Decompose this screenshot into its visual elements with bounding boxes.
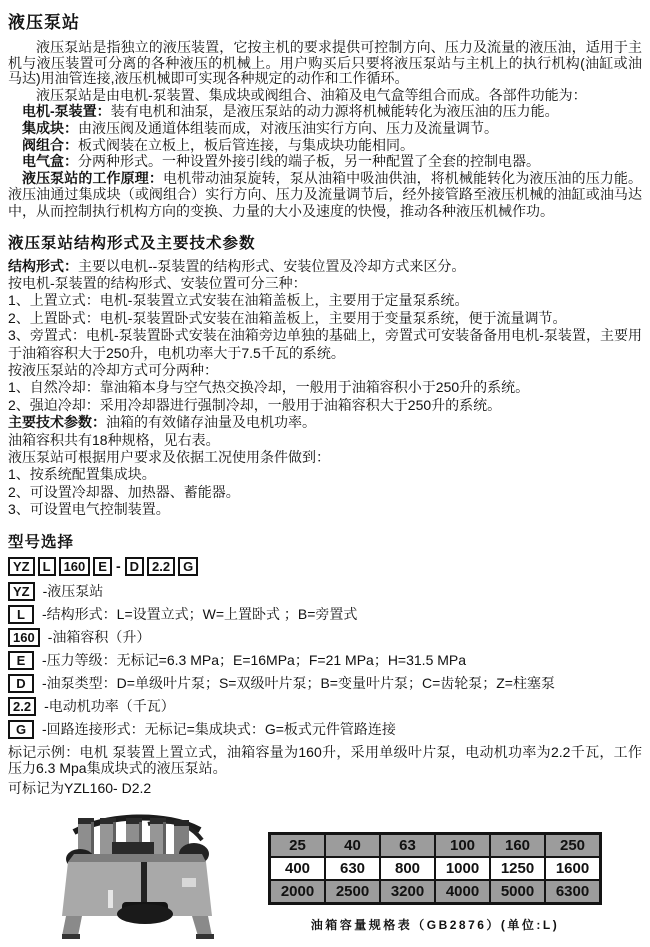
code-box-160: 160: [59, 557, 91, 576]
line-text: 按电机-泵装置的结构形式、安装位置可分三种：: [8, 274, 307, 291]
explanation-code: 160: [8, 628, 40, 647]
code-dash: -: [115, 558, 121, 575]
explanation-code: L: [8, 605, 34, 624]
code-box-e: E: [93, 557, 112, 576]
structure-line: [8, 258, 642, 275]
example-text: 电机 泵装置上置立式，油箱容量为160升，采用单级叶片泵，电动机功率为2.2千瓦，工作压力6.3 Mpa集成块式的液压泵站。: [8, 743, 642, 777]
bottom-section: [8, 810, 642, 942]
capacity-cell: 800: [380, 857, 435, 880]
explanation-text: -油泵类型：D=单级叶片泵；S=双级叶片泵；B=变量叶片泵；C=齿轮泵；Z=柱塞泵: [42, 674, 555, 691]
line-text: 按液压泵站的冷却方式可分两种：: [8, 361, 218, 378]
capacity-cell: 3200: [380, 880, 435, 904]
structure-line: [8, 484, 642, 501]
code-box-d: D: [125, 557, 144, 576]
component-text: 由液压阀及通道体组装而成，对液压油实行方向、压力及流量调节。: [78, 119, 498, 136]
explanation-row-yz: [8, 582, 642, 601]
component-item-motor-pump: [8, 103, 642, 120]
capacity-cell: 2000: [270, 880, 326, 904]
explanation-text: -回路连接形式：无标记=集成块式：G=板式元件管路连接: [42, 720, 396, 737]
structure-line: [8, 310, 642, 327]
capacity-cell: 250: [545, 833, 601, 857]
model-section-heading: 型号选择: [8, 533, 75, 551]
explanation-text: -油箱容积（升）: [47, 628, 151, 645]
tank-leg: [192, 916, 212, 936]
code-box-l: L: [38, 557, 56, 576]
structure-line: [8, 466, 642, 483]
capacity-cell: 2500: [325, 880, 380, 904]
capacity-cell: 4000: [435, 880, 490, 904]
component-text: 装有电机和油泵，是液压泵站的动力源将机械能转化为液压油的压力能。: [110, 103, 559, 120]
capacity-cell: 5000: [490, 880, 545, 904]
capacity-cell: 1000: [435, 857, 490, 880]
explanation-code: E: [8, 651, 34, 670]
component-label: 集成块：: [22, 119, 78, 136]
working-principle-paragraph: [8, 170, 642, 220]
structure-line: [8, 362, 642, 379]
intro-paragraph-1: 液压泵站是指独立的液压装置，它按主机的要求提供可控制方向、压力及流量的液压油，适用于主机与液压装置可分离的各种液压的机械上。用户购买后只要将液压泵站与主机上的执行机构(油缸或油马达)用油管连接,液压机械即可实现各种规定的动作和工作循环。: [8, 39, 642, 87]
component-text: 分两种形式。一种设置外接引线的端子板，另一种配置了全套的控制电器。: [78, 153, 540, 170]
capacity-cell: 630: [325, 857, 380, 880]
capacity-cell: 63: [380, 833, 435, 857]
structure-line: [8, 432, 642, 449]
explanation-code: G: [8, 720, 34, 739]
nameplate: [182, 878, 196, 887]
explanation-code: 2.2: [8, 697, 36, 716]
capacity-cell: 6300: [545, 880, 601, 904]
structure-line: [8, 379, 642, 396]
capacity-cell: 160: [490, 833, 545, 857]
line-text: 油箱容积共有18种规格，见右表。: [8, 431, 220, 448]
explanation-code: YZ: [8, 582, 35, 601]
pump-station-photo: [52, 810, 224, 942]
capacity-cell: 25: [270, 833, 326, 857]
marking-example: [8, 744, 642, 777]
component-label: 阀组合：: [22, 136, 78, 153]
line-text: 3、旁置式：电机-泵装置卧式安装在油箱旁边单独的基础上，旁置式可安装备备用电机-泵装置，主要用于油箱容积大于250升，电机功率大于7.5千瓦的系统。: [8, 327, 642, 361]
line-label: 主要技术参数：: [8, 414, 106, 431]
code-box-g: G: [178, 557, 198, 576]
capacity-cell: 100: [435, 833, 490, 857]
code-box-yz: YZ: [8, 557, 35, 576]
explanation-row-160: [8, 628, 642, 647]
table-row: [270, 857, 601, 880]
component-label: 电机-泵装置：: [22, 103, 111, 120]
front-pump-shadow: [117, 904, 173, 924]
table-row: [270, 880, 601, 904]
explanation-code: D: [8, 674, 34, 693]
component-text: 板式阀装在立板上，板后管连接，与集成块功能相同。: [78, 136, 414, 153]
principle-label: 液压泵站的工作原理：: [22, 169, 163, 186]
explanation-row-d: [8, 674, 642, 693]
example-label: 标记示例：: [8, 743, 80, 760]
line-text: 3、可设置电气控制装置。: [8, 501, 170, 518]
intro-section: [8, 40, 642, 220]
component-label: 电气盒：: [22, 153, 78, 170]
mark-result-line: 可标记为YZL160- D2.2: [8, 779, 152, 796]
structure-line: [8, 397, 642, 414]
pump-station-illustration: [52, 810, 224, 942]
structure-line: [8, 275, 642, 292]
structure-line: [8, 292, 642, 309]
tank-capacity-table: [268, 832, 602, 905]
model-explanations: [8, 582, 642, 739]
component-item-valve-group: [8, 137, 642, 154]
line-text: 主要以电机--泵装置的结构形式、安装位置及冷却方式来区分。: [78, 257, 466, 274]
capacity-cell: 40: [325, 833, 380, 857]
structure-line: [8, 449, 642, 466]
table-row: [270, 833, 601, 857]
oil-level-gauge: [108, 890, 113, 908]
intro-paragraph-2: 液压泵站是由电机-泵装置、集成块或阀组合、油箱及电气盒等组合而成。各部件功能为：: [36, 86, 587, 103]
structure-section: [8, 258, 642, 519]
explanation-row-l: [8, 605, 642, 624]
line-text: 2、可设置冷却器、加热器、蓄能器。: [8, 483, 240, 500]
component-item-manifold: [8, 120, 642, 137]
tank-leg: [62, 916, 82, 936]
principle-text: 电机带动油泵旋转，泵从油箱中吸油供油，将机械能转化为液压油的压力能。液压油通过集成块（或阀组合）实行方向、压力及流量调节后，经外接管路至液压机械的油缸或油马达中，从而控制执行机构方向的变换、力量的大小及速度的快慢，推动各种液压机械作功。: [8, 169, 643, 219]
capacity-cell: 1250: [490, 857, 545, 880]
explanation-text: -压力等级：无标记=6.3 MPa；E=16MPa；F=21 MPa；H=31.5 MPa: [42, 651, 467, 668]
code-box-22: 2.2: [147, 557, 175, 576]
leg-foot: [62, 934, 80, 939]
line-text: 1、自然冷却：靠油箱本身与空气热交换冷却，一般用于油箱容积小于250升的系统。: [8, 379, 530, 396]
line-text: 2、上置卧式：电机-泵装置卧式安装在油箱盖板上，主要用于变量泵系统，便于流量调节。: [8, 309, 567, 326]
explanation-row-g: [8, 720, 642, 739]
component-item-electric-box: [8, 153, 642, 170]
structure-line: [8, 414, 642, 431]
line-text: 2、强迫冷却：采用冷却器进行强制冷却，一般用于油箱容积大于250升的系统。: [8, 396, 502, 413]
explanation-text: -液压泵站: [42, 582, 104, 599]
explanation-row-e: [8, 651, 642, 670]
capacity-cell: 1600: [545, 857, 601, 880]
structure-line: [8, 501, 642, 518]
line-text: 油箱的有效储存油量及电机功率。: [106, 414, 316, 431]
page-title: 液压泵站: [8, 13, 80, 32]
tank-capacity-block: [268, 832, 602, 942]
structure-line: [8, 327, 642, 362]
explanation-row-22: [8, 697, 642, 716]
structure-section-heading: 液压泵站结构形式及主要技术参数: [8, 234, 256, 252]
line-text: 1、按系统配置集成块。: [8, 466, 156, 483]
explanation-text: -电动机功率（千瓦）: [44, 697, 175, 714]
model-code-row: [8, 557, 642, 576]
capacity-cell: 400: [270, 857, 326, 880]
line-label: 结构形式：: [8, 257, 78, 274]
line-text: 液压泵站可根据用户要求及依据工况使用条件做到：: [8, 449, 330, 465]
line-text: 1、上置立式：电机-泵装置立式安装在油箱盖板上，主要用于定量泵系统。: [8, 292, 469, 309]
explanation-text: -结构形式：L=设置立式；W=上置卧式 ；B=旁置式: [42, 605, 358, 622]
tank-deck: [68, 854, 206, 862]
leg-foot: [196, 934, 214, 939]
table-caption: 油箱容量规格表（GB2876）(单位:L): [310, 917, 560, 932]
